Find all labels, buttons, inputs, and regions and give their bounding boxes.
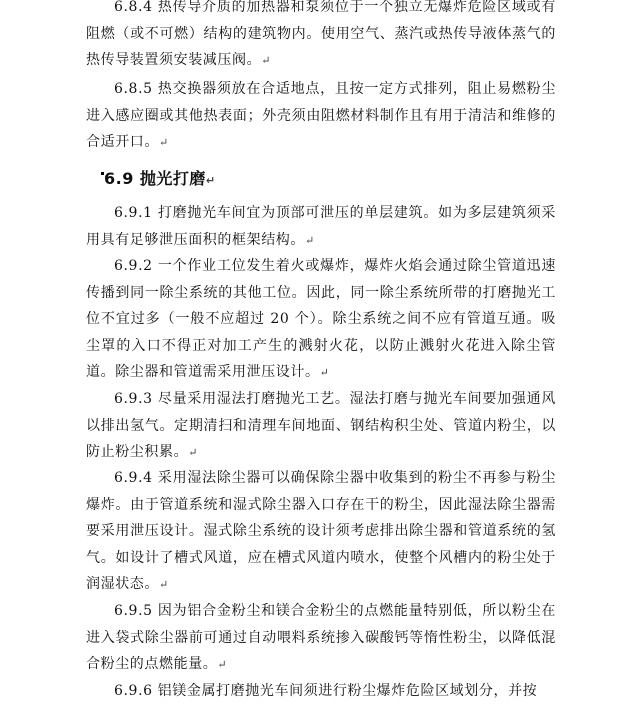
paragraph-mark-icon: ↵ (319, 366, 329, 379)
paragraph-text: 6.9.3 尽量采用湿法打磨抛光工艺。湿法打磨与抛光车间要加强通风以排出氢气。定期清扫和清理车间地面、钢结构积尘处、管道内粉尘，以防止粉尘积累。 (86, 391, 556, 460)
paragraph-6-8-4 (86, 0, 556, 75)
paragraph-mark-icon: ↵ (261, 54, 271, 67)
section-heading (104, 166, 215, 189)
paragraph-mark-icon: ↵ (159, 578, 169, 591)
paragraph-text: 6.8.5 热交换器须放在合适地点，且按一定方式排列，阻止易燃粉尘进入感应圈或其他热表面；外壳须由阻燃材料制作且有用于清洁和维修的合适开口。 (86, 81, 556, 150)
paragraph-6-9-2 (86, 253, 556, 387)
paragraph-mark-icon: ↵ (217, 658, 227, 671)
paragraph-text: 6.9.6 铝镁金属打磨抛光车间须进行粉尘爆炸危险区域划分，并按 (114, 683, 538, 699)
paragraph-6-8-5 (86, 76, 556, 157)
paragraph-6-9-4 (86, 465, 556, 599)
paragraph-mark-icon: ↵ (188, 446, 198, 459)
paragraph-mark-icon: ↵ (205, 174, 216, 187)
paragraph-text: 6.9.4 采用湿法除尘器可以确保除尘器中收集到的粉尘不再参与粉尘爆炸。由于管道系统和湿式除尘器入口存在干的粉尘，因此湿法除尘器需要采用泄压设计。湿式除尘系统的设计须考虑排出除尘器和管道系统的氢气。如设计了槽式风道，应在槽式风道内喷水，使整个风槽内的粉尘处于润湿状态。 (86, 470, 556, 592)
paragraph-text: 6.8.4 热传导介质的加热器和泵须位于一个独立无爆炸危险区域或有阻燃（或不可燃）结构的建筑物内。使用空气、蒸汽或热传导液体蒸气的热传导装置须安装减压阀。 (86, 0, 556, 68)
paragraph-6-9-3 (86, 386, 556, 467)
paragraph-6-9-6 (86, 678, 556, 706)
paragraph-mark-icon: ↵ (159, 136, 169, 149)
paragraph-6-9-1 (86, 200, 556, 254)
paragraph-text: 6.9.2 一个作业工位发生着火或爆炸，爆炸火焰会通过除尘管道迅速传播到同一除尘系统的其他工位。因此，同一除尘系统所带的打磨抛光工位不宜过多（一般不应超过 20 个）。除尘系统之间不应有管道互通。吸尘罩的入口不得正对加工产生的溅射火花，以防止溅射火花进入除尘管道。除尘器和管道需采用泄压设计。 (86, 258, 556, 380)
heading-text: 6.9 抛光打磨 (104, 169, 206, 188)
paragraph-6-9-5 (86, 598, 556, 679)
paragraph-text: 6.9.1 打磨抛光车间宜为顶部可泄压的单层建筑。如为多层建筑须采用具有足够泄压面积的框架结构。 (86, 205, 556, 248)
paragraph-mark-icon: ↵ (305, 233, 315, 247)
paragraph-text: 6.9.5 因为铝合金粉尘和镁合金粉尘的点燃能量特别低，所以粉尘在进入袋式除尘器前可通过自动喂料系统掺入碳酸钙等惰性粉尘，以降低混合粉尘的点燃能量。 (86, 603, 556, 672)
